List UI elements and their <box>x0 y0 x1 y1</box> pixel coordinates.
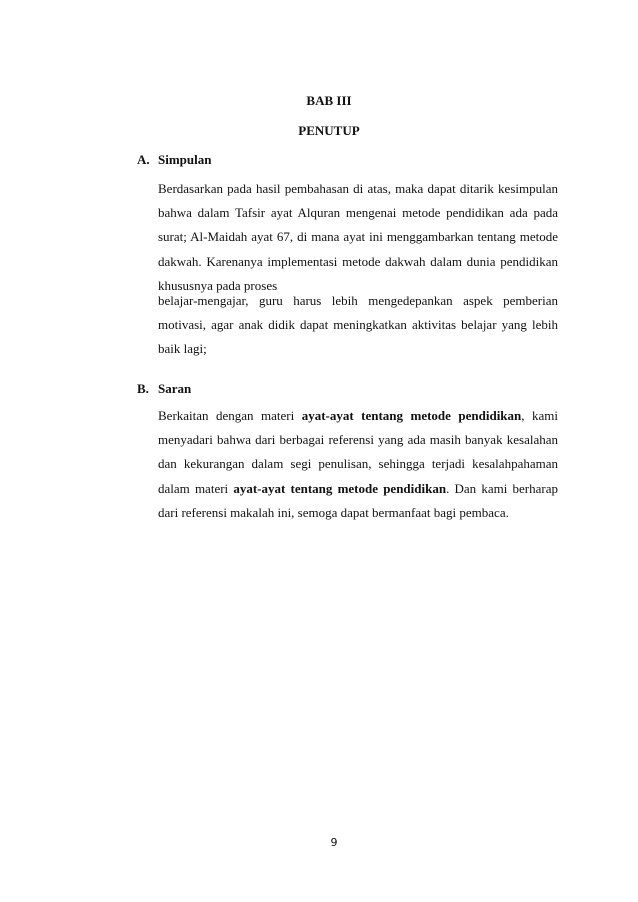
section-a-heading <box>137 152 211 168</box>
chapter-title: PENUTUP <box>298 123 360 138</box>
section-b-marker: B. <box>137 381 149 396</box>
saran-paragraph <box>158 404 558 525</box>
section-a-marker: A. <box>137 152 150 167</box>
saran-bold-topic-2: ayat-ayat tentang metode pendidikan <box>233 480 447 496</box>
chapter-heading: BAB III <box>306 93 352 108</box>
section-b-title: Saran <box>158 381 192 396</box>
saran-text-3: . Dan kami berharap dari referensi makalah ini, semoga dapat bermanfaat bagi pembaca. <box>158 480 558 520</box>
section-b-heading <box>137 381 191 397</box>
saran-bold-topic-1: ayat-ayat tentang metode pendidikan <box>301 408 522 423</box>
simpulan-paragraph-2: belajar-mengajar, guru harus lebih mengedepankan aspek pemberian motivasi, agar anak didik dapat meningkatkan aktivitas belajar yang lebih baik lagi; <box>158 293 558 357</box>
section-a-title: Simpulan <box>158 152 212 167</box>
page-number: 9 <box>330 836 338 849</box>
saran-text-1: Berkaitan dengan materi <box>158 408 302 423</box>
saran-text-2: , kami menyadari bahwa dari berbagai referensi yang ada masih banyak kesalahan dan kekurangan dalam segi penulisan, sehingga terjadi kesalahpahaman dalam materi <box>158 408 558 496</box>
simpulan-paragraph-1: Berdasarkan pada hasil pembahasan di atas, maka dapat ditarik kesimpulan bahwa dalam Tafsir ayat Alquran mengenai metode pendidikan ada pada surat; Al-Maidah ayat 67, di mana ayat ini menggambarkan tentang metode dakwah. Karenanya implementasi metode dakwah dalam dunia pendidikan khususnya pada proses <box>158 181 558 293</box>
